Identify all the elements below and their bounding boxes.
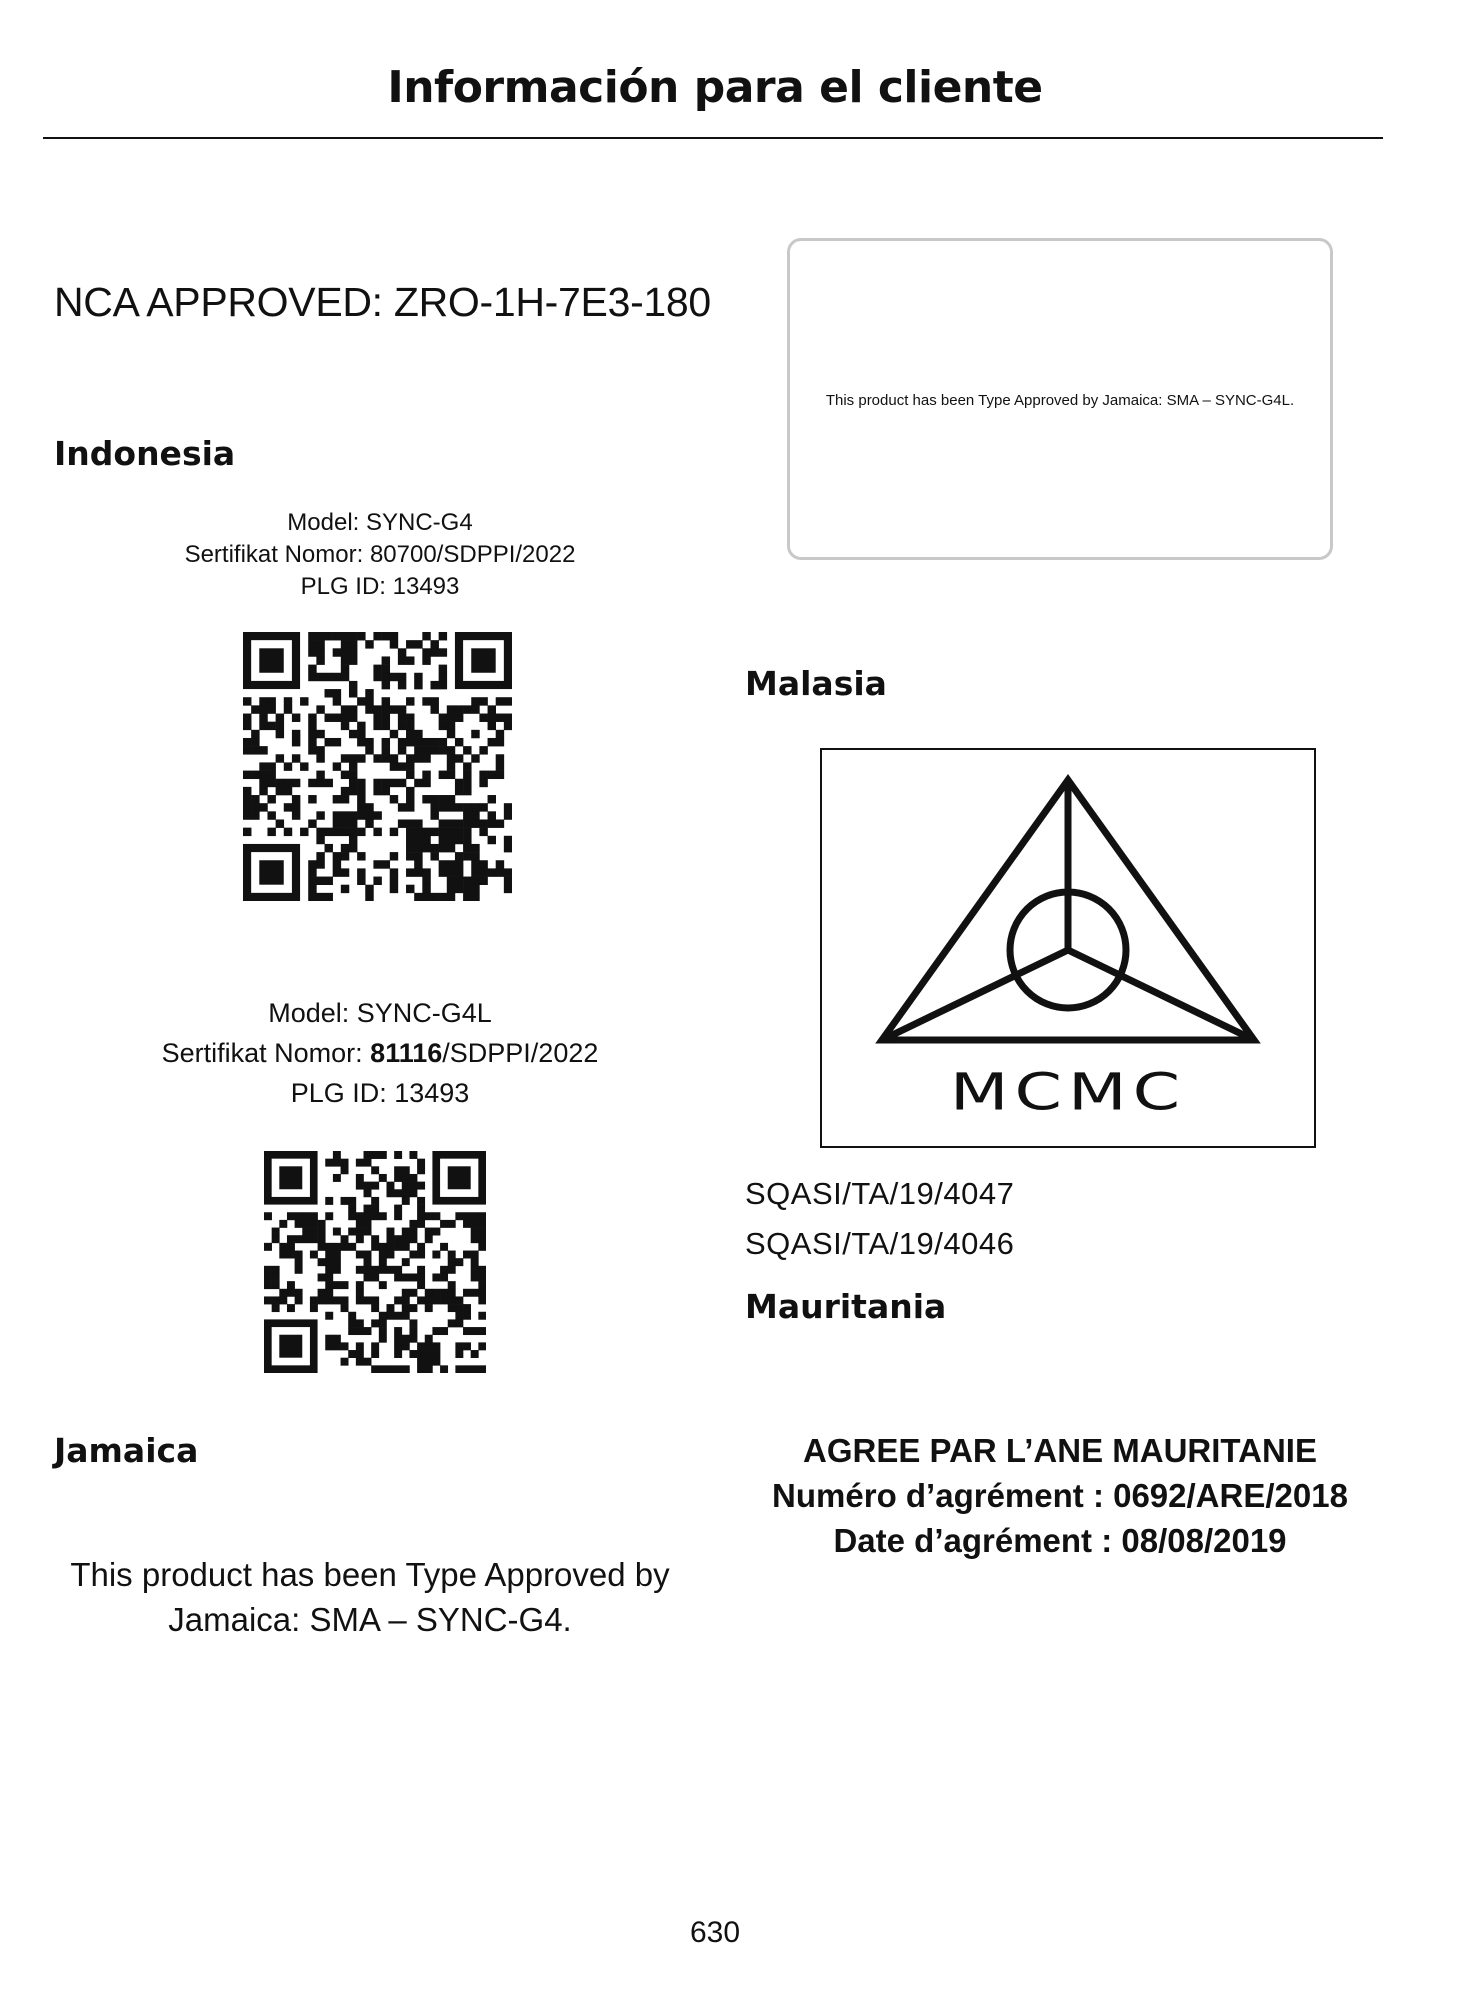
mauritania-heading: Mauritania [745, 1287, 947, 1326]
malasia-code-2: SQASI/TA/19/4046 [745, 1226, 1015, 1261]
cert-2-plg: PLG ID: 13493 [290, 1078, 470, 1108]
indonesia-cert-1 [130, 507, 630, 603]
malasia-heading: Malasia [745, 664, 887, 703]
cert-2-number [100, 1033, 660, 1073]
malasia-code-1: SQASI/TA/19/4047 [745, 1176, 1015, 1211]
page-title: Información para el cliente [387, 62, 1043, 113]
cert-1-model: Model: SYNC-G4 [287, 509, 473, 536]
cert-2-prefix: Sertifikat Nomor: [161, 1038, 371, 1068]
qr-code-1 [243, 632, 512, 901]
mcmc-logo-text: MCMC [949, 1063, 1187, 1123]
mauritania-line-1: AGREE PAR L’ANE MAURITANIE [803, 1432, 1317, 1469]
indonesia-cert-2 [100, 993, 660, 1113]
jamaica-line-1: This product has been Type Approved by [70, 1556, 670, 1593]
jamaica-box-text: This product has been Type Approved by Jamaica: SMA – SYNC-G4L. [825, 392, 1295, 409]
nca-approval: NCA APPROVED: ZRO-1H-7E3-180 [54, 279, 711, 325]
jamaica-heading: Jamaica [54, 1431, 199, 1470]
mauritania-line-3: Date d’agrément : 08/08/2019 [833, 1522, 1287, 1559]
mauritania-approval [735, 1428, 1385, 1563]
qr-code-1-graphic [243, 632, 512, 901]
jamaica-approval-text [40, 1552, 700, 1642]
cert-1-number: Sertifikat Nomor: 80700/SDPPI/2022 [184, 541, 576, 568]
indonesia-heading: Indonesia [54, 434, 236, 473]
title-divider [43, 137, 1383, 139]
cert-2-suffix: /SDPPI/2022 [442, 1038, 599, 1068]
cert-2-number-bold: 81116 [370, 1038, 443, 1068]
page-number: 630 [689, 1916, 741, 1949]
mauritania-line-2: Numéro d’agrément : 0692/ARE/2018 [772, 1477, 1348, 1514]
jamaica-line-2: Jamaica: SMA – SYNC-G4. [168, 1601, 572, 1638]
qr-code-2-graphic [264, 1151, 486, 1373]
cert-1-plg: PLG ID: 13493 [300, 573, 460, 600]
qr-code-2 [264, 1151, 486, 1373]
cert-2-model: Model: SYNC-G4L [268, 998, 492, 1028]
